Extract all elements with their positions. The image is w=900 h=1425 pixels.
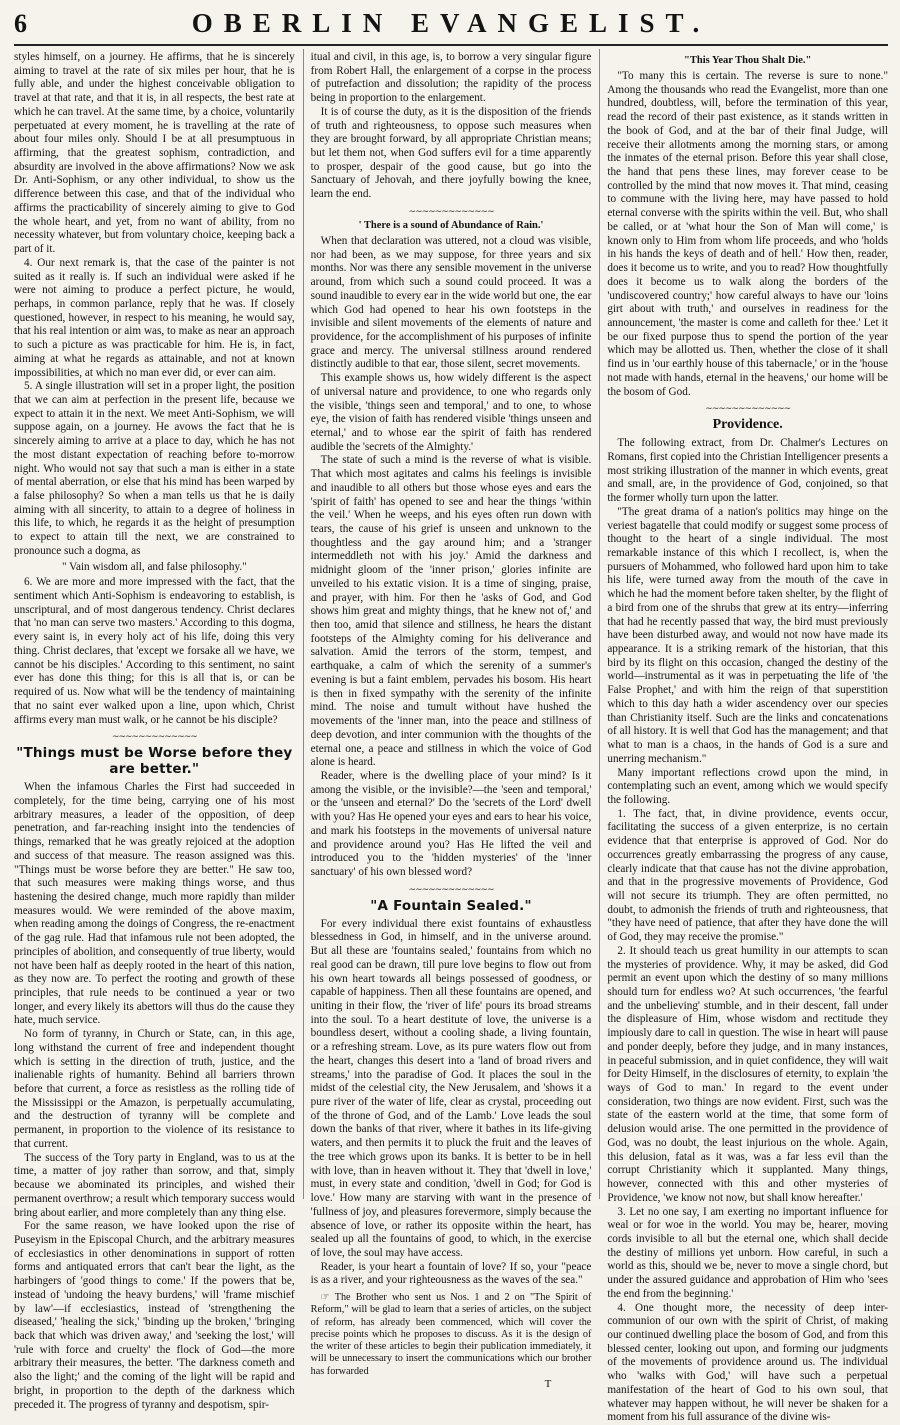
article-paragraph: 6. We are more and more impressed with the fact, that the sentiment which Anti-Sophism is endeavoring to establish, is unscriptural, and of most dangerous tendency. Christ declares that 'no man can serve two masters.' According to this dogma, every saint is, in every holy act of his life, doing this very thing. Christ declares, that 'except we forsake all we have, we cannot be his disciples.' According to this sentiment, no saint ever has done this thing; for this is all that is, or can be required of us. Now what will be the tendency of maintaining that no saint ever walked upon a line, upon which, Christ affirms every man must walk, or he cannot be his disciple? [14,576,295,726]
article-heading: "Things must be Worse before they are better." [16,745,293,778]
editorial-notice: ☞ The Brother who sent us Nos. 1 and 2 on "The Spirit of Reform," will be glad to learn that a series of articles, on the subject of reform, has already been commenced, which will cover the precise points which he proposes to discuss. As it is the design of the writer of these articles to begin their publication immediately, it will be unnecessary to insert the communications which our brother has forwarded [310,1292,592,1377]
article-heading: "This Year Thou Shalt Die." [684,55,812,66]
verse-quote: " Vain wisdom all, and false philosophy." [61,560,247,573]
article-paragraph: Reader, is your heart a fountain of love? If so, your "peace is as a river, and your righteousness as the waves of the sea." [310,1260,592,1287]
article-paragraph: 3. Let no one say, I am exerting no important influence for weal or for woe in the world. You may be, hearer, moving cords invisible to all but the eternal one, which shall decide the destiny of millions yet unborn. How careful, in such a world as this, should we be, never to move a single chord, but under the assured guidance and approbation of Him who 'sees the end from the beginning.' [607,1205,889,1300]
article-heading: "A Fountain Sealed." [370,897,532,914]
article-paragraph: For the same reason, we have looked upon the rise of Puseyism in the Episcopal Church, and the arbitrary measures of ecclesiastics in other denominations in support of rotten forms and antiquated errors that can't bear the light, as the harbingers of 'good things to come.' If the powers that be, instead of 'undoing the heavy burdens,' will 'frame mischief by law'—if ecclesiastics, instead of 'strengthening the diseased,' 'healing the sick,' 'binding up the broken,' 'bringing back that which was driven away,' and 'seeking the lost,' will 'rule with force and cruelty' the flock of God—the more arbitrary their measures, the better. 'The darkness cometh and also the light;' and the coming of the light will be rapid and bright, in proportion to the depth of the darkness which preceded it. The progress of tyranny and despotism, spir- [14,1220,295,1411]
section-divider: ∼∼∼∼∼∼∼∼∼∼∼∼∼ [408,205,494,216]
masthead [14,8,888,46]
section-divider: ∼∼∼∼∼∼∼∼∼∼∼∼∼ [408,883,494,894]
article-paragraph: The success of the Tory party in England, was to us at the time, a matter of joy rather than sorrow, and that, simply because we abominated its principles, and wished their permanent overthrow; a result which temporary success would bring about earlier, and more completely than any thing else. [14,1151,295,1219]
article-paragraph: No form of tyranny, in Church or State, can, in this age, long withstand the current of free and independent thought which is setting in the direction of truth, justice, and the inalienable rights of humanity. Behind all barriers thrown before that current, a force as resistless as the rolling tide of the Mississippi or the Amazon, is perpetually accumulating, and the destruction of tyranny will be complete and permanent, in proportion to the violence of its resistance to that current. [14,1028,295,1150]
article-heading: Providence. [712,417,783,433]
column-2 [303,49,592,1390]
article-paragraph: "The great drama of a nation's politics may hinge on the veriest bagatelle that could modify or suggest some process of thought to the heart of a single individual. The most remarkable instance of this which I recollect, is, when the pursuers of Mohammed, who followed hard upon him to take his life, were turned away from the mouth of the cave in which he had the moment before taken shelter, by the flight of a bird from one of the shrubs that grew at its entry—inferring that had he recently passed that way, the bird must previously have been disturbed away, and would not now have made its appearance. It is a striking remark of the historian, that this bird by its flight on this occasion, changed the destiny of the world—instrumental as it was in perpetuating the life of 'the False Prophet,' and with him the reign of that superstition which to this day hath a wider ascendency over our species than Christianity itself. Such are the links and concatenations of all history. It is well that God has the management; and that what to man is a chaos, in the hands of God is a sure and unerring mechanism." [607,505,889,765]
article-paragraph: This example shows us, how widely different is the aspect of universal nature and providence, to one who regards only the visible, 'things seen and temporal,' and to one, to whose eye, the vision of faith has rendered visible 'things unseen and eternal,' and to whose ear the spirit of faith has rendered audible the 'secrets of the Almighty.' [310,372,592,453]
article-paragraph: The following extract, from Dr. Chalmer's Lectures on Romans, first copied into the Christian Intelligencer presents a most striking illustration of the manner in which events, great and small, are, in the providence of God, conjoined, so that the former wholly turn upon the latter. [607,437,889,505]
article-paragraph: "To many this is certain. The reverse is sure to none." Among the thousands who read the Evangelist, more than one hundred, doubtless, will, before the termination of this year, read the record of their past existence, as it stands written in the book of God, and at the bar of their final Judge, will receive their allotments among the morning stars, or among the inmates of the eternal prison. Before this year shall close, the hand that pens these lines, may forever cease to be controlled by the mind that now moves it. That mind, ceasing to commune with the living here, may have passed to hold eternal converse with the spirits within the veil. But, who shall be called, or at 'what hour the Son of Man will come,' is known only to Him from whom life proceeds, and who 'holds in his hands the keys of death and of hell.' How then, reader, does it become us to write, and you to read? How thoughtfully does it become us to walk along the borders of the 'undiscovered country;' how careful always to have our 'loins girt about with truth,' and ourselves in readiness for the announcement, 'the master is come and calleth for thee.' Let it be our fixed purpose thus to spend the portion of the year which may be allotted us. Then, whether the close of it shall find us in 'our earthly house of this tabernacle,' or in the 'house not made with hands, eternal in the heavens,' our home will be the bosom of God. [607,70,889,398]
section-divider: ∼∼∼∼∼∼∼∼∼∼∼∼∼ [705,403,791,414]
article-paragraph: 4. One thought more, the necessity of deep inter-communion of our own with the spirit of Christ, of making our continued dwelling place the bosom of God, and from this blessed center, looking out upon, and forming our judgments of the movements of providence around us. The individual who 'walks with God,' will have such a perpetual manifestation of the heart of God to his own soul, that whatever may happen without, he will never be shaken for a moment from his full assurance of the divine wis- [607,1301,889,1424]
section-divider: ∼∼∼∼∼∼∼∼∼∼∼∼∼ [111,731,197,742]
article-paragraph: 2. It should teach us great humility in our attempts to scan the mysteries of providence. Why, it may be asked, did God permit an event upon which the destiny of so many millions should turn for endless wo? At such occurrences, 'the fearful and the unbelieving' stumble, and in their descent, fall under the displeasure of Him, whose wisdom and rectitude they impiously dare to call in question. The wise in heart will pause and ponder deeply, before they judge, and in many instances, in peaceful submission, and in quiet confidence, they will wait for Deity Himself, in the disclosures of eternity, to explain 'the ways of God to man.' In regard to the event under consideration, two things are now evident. First, such was the state of the eastern world at the time, that some form of delusion would arise. The one permitted in the providence of God, was no doubt, the least injurious on the whole. Again, this delusion, fatal as it was, was a far less evil than the corrupt Christianity which it supplanted. Many things, however, connected with this and other mysteries of Providence, 'we know not now, but shall know hereafter.' [607,944,889,1204]
columns [14,49,889,1424]
column-1 [14,49,295,1411]
article-paragraph: Many important reflections crowd upon the mind, in contemplating such an event, among which we would specify the following. [607,766,889,806]
newspaper-title: OBERLIN EVANGELIST. [191,8,711,38]
article-paragraph: 4. Our next remark is, that the case of the painter is not suited as it really is. If such an individual were asked if he were not aiming to produce a perfect picture, he would, perhaps, in common parlance, reply that he was. If closely questioned, however, in respect to his meaning, he would say, that his real intention or aim was, to make as near an approach to such a picture as was practicable for him. He is, in fact, aiming at what he regards as attainable, and not at known impossibilities, at which no man ever did, or ever can aim. [14,256,295,379]
article-paragraph: Reader, where is the dwelling place of your mind? Is it among the visible, or the invisible?—the 'seen and temporal,' or the 'unseen and eternal?' Do the 'secrets of the Lord' dwell with you? Has He opened your eyes and ears to hear his voice, and mark his footsteps in the movements of universal nature and providence around you? Has He lifted the veil and introduced you to the 'hidden mysteries' of the 'inner sanctuary' of his own blessed word? [310,769,592,878]
article-paragraph: 5. A single illustration will set in a proper light, the position that we can aim at perfection in the present life, because we expect to attain it in the next. We meet Anti-Sophism, we will suppose again, on a journey. He avows the fact that he is sincerely aiming to arrive at a place to day, which he has not the most distant expectation of reaching before to-morrow night. Who would not say that such a man is either in a state of mental aberration, or else that his mind has been warped by a false philosophy? So when a man tells us that he is daily aiming with all sincerity, to attain to a degree of holiness in this life, to which, he regards it as the height of presumption to expect to attain till the next, we are constrained to pronounce such a dogma, as [14,380,295,557]
article-paragraph: itual and civil, in this age, is, to borrow a very singular figure from Robert Hall, the enlargement of a corpse in the process of putrefaction and dissolution; the rapidity of the process being in proportion to the enlargement. [310,51,592,105]
article-paragraph: The state of such a mind is the reverse of what is visible. That which most agitates and calms his feelings is invisible and inaudible to all others but those whose eyes and ears the 'spirit of faith' has opened to see and hear the things 'within the veil.' When he weeps, and his eyes often run down with tears, the cause of his grief is unseen and unknown to the thoughtless and the gay around him; and a 'stranger intermeddleth not with his joy.' Amid the darkness and midnight gloom of the 'inner prison,' glories infinite are unveiled to his extatic vision. It is a time of singing, praise, and prayer, with him. For then he 'asks of God, and God shows him great and mighty things, that he knew not of,' and then too, amid that silence and stillness, he hears the distant footsteps of the Almighty coming for his deliverance and salvation. Amid the terrors of the storm, tempest, and earthquake, a calm of which the serenity of a summer's evening is but a faint emblem, pervades his bosom. His heart is then in fixed sympathy with the serenity of the infinite mind. The noise and tumult without have hushed the movements of the 'inner man, into the peace and stillness of deep devotion, and inter communion with the thoughts of the eternal one, a peace and stillness in which the voice of God alone is heard. [310,454,592,769]
article-paragraph: When the infamous Charles the First had succeeded in completely, for the time being, carrying one of his most arbitrary measures, a leader of the opposition, of deep penetration, and far-reaching insight into the tendencies of things, remarked that he was greatly rejoiced at the adoption and success of that measure. The reason assigned was this. "Things must be worse before they are better." He saw too, that such measures were making things worse, and thus hastening the desired change, much more rapidly than milder measures would. We were reminded of the above maxim, when reading among the doings of Congress, the re-enactment of the gag rule. Had that infamous rule not been adopted, the principles of abolition, and consequently of true liberty, would not have been half as deeply rooted in the heart of this nation, as they now are. To perfect the rooting and growth of these principles, that rule needs to be continued a year or two longer, and every likely its abettors will thus do the cause they hate, much service. [14,781,295,1027]
page-number: 6 [14,9,27,38]
article-paragraph: styles himself, on a journey. He affirms, that he is sincerely aiming to travel at the rate of six miles per hour, that he is fully able, and under the highest conceivable obligation to travel at that rate, and that it is, in all respects, the best rate at which he can travel. At the same time, by a choice, voluntarily perpetuated at every moment, he is travelling at the rate of about four miles only. Should I be at all presumptuous in affirming, that the greatest sophism, contradiction, and absurdity are involved in the above affirmations? Now we ask Dr. Anti-Sophism, or any other individual, to show us the difference between this case, and that of the individual who affirms the practicability of sincerely aiming to give to God the whole heart, and yet, from no want of ability, from no necessity whatever, but from voluntary choice, keeping back a part of it. [14,51,295,256]
article-paragraph: For every individual there exist fountains of exhaustless blessedness in God, in himself, and in the universe around. But all these are 'fountains sealed,' fountains from which no real good can be drawn, till pure love begins to flow out from his own heart towards all beings possessed of goodness, or capable of happiness. Then all these fountains are opened, and uniting in their flow, the 'river of life' pours its broad streams into the soul. To a heart destitute of love, the universe is a boundless desert, without a cooling shade, a living fountain, or a refreshing stream. Love, as its pure waters flow out from the heart, changes this desert into a 'land of broad rivers and streams,' into the paradise of God. It places the soul in the midst of the celestial city, the New Jerusalem, and 'shows it a pure river of the water of life, clear as crystal, proceeding out of the throne of God, and of the Lamb.' Love leads the soul down the banks of that river, where it bathes in its life-giving waters, and then permits it to pluck the fruit and the leaves of the tree which grows upon its banks. It is better to be in hell with love, than in heaven without it. They that 'dwell in love,' must, in every state and condition, 'dwell in God; for God is love.' How many are starving with want in the presence of 'fullness of joy, and pleasures forevermore, simply because the absence of love, or rather its opposite within the heart, has sealed up all the fountains of good, to which, in the exercise of love, the soul may have access. [310,917,592,1259]
article-paragraph: 1. The fact, that, in divine providence, events occur, facilitating the success of a given enterprize, is no certain evidence that that enterprise is approved of God. Nor do occurrences greatly embarrassing the progress of any cause, clearly indicate that that cause has not the divine approbation, and that in the progressive movements of Providence, God will not secure its triumph. They are often permitted, no doubt, to admonish the friends of truth and righteousness, that "they have need of patience, that after they have done the will of God, they may receive the promise." [607,807,889,944]
article-paragraph: It is of course the duty, as it is the disposition of the friends of truth and righteousness, to oppose such measures when they are brought forward, by all appropriate Christian means; but let them not, when God suffers evil for a time apparently to prosper, despair of the good cause, but go into the Sanctuary of Jehovah, and there joyfully bowing the knee, learn the end. [310,105,592,201]
notice-signature: T [544,1377,552,1390]
column-3 [599,49,889,1424]
article-paragraph: When that declaration was uttered, not a cloud was visible, nor had been, as we may suppose, for three years and six months. Nor was there any sensible movement in the universe around, from which such a sound could proceed. It was a sound inaudible to every ear in the wide world but one, the ear which God had opened to hear his own footsteps in the invisible and silent movements of the elements of nature and providence, for the accomplishment of his purposes of infinite grace and mercy. The universal stillness around rendered distinctly audible to that ear, those silent, secret movements. [310,234,592,371]
article-heading: ' There is a sound of Abundance of Rain.' [358,219,544,231]
